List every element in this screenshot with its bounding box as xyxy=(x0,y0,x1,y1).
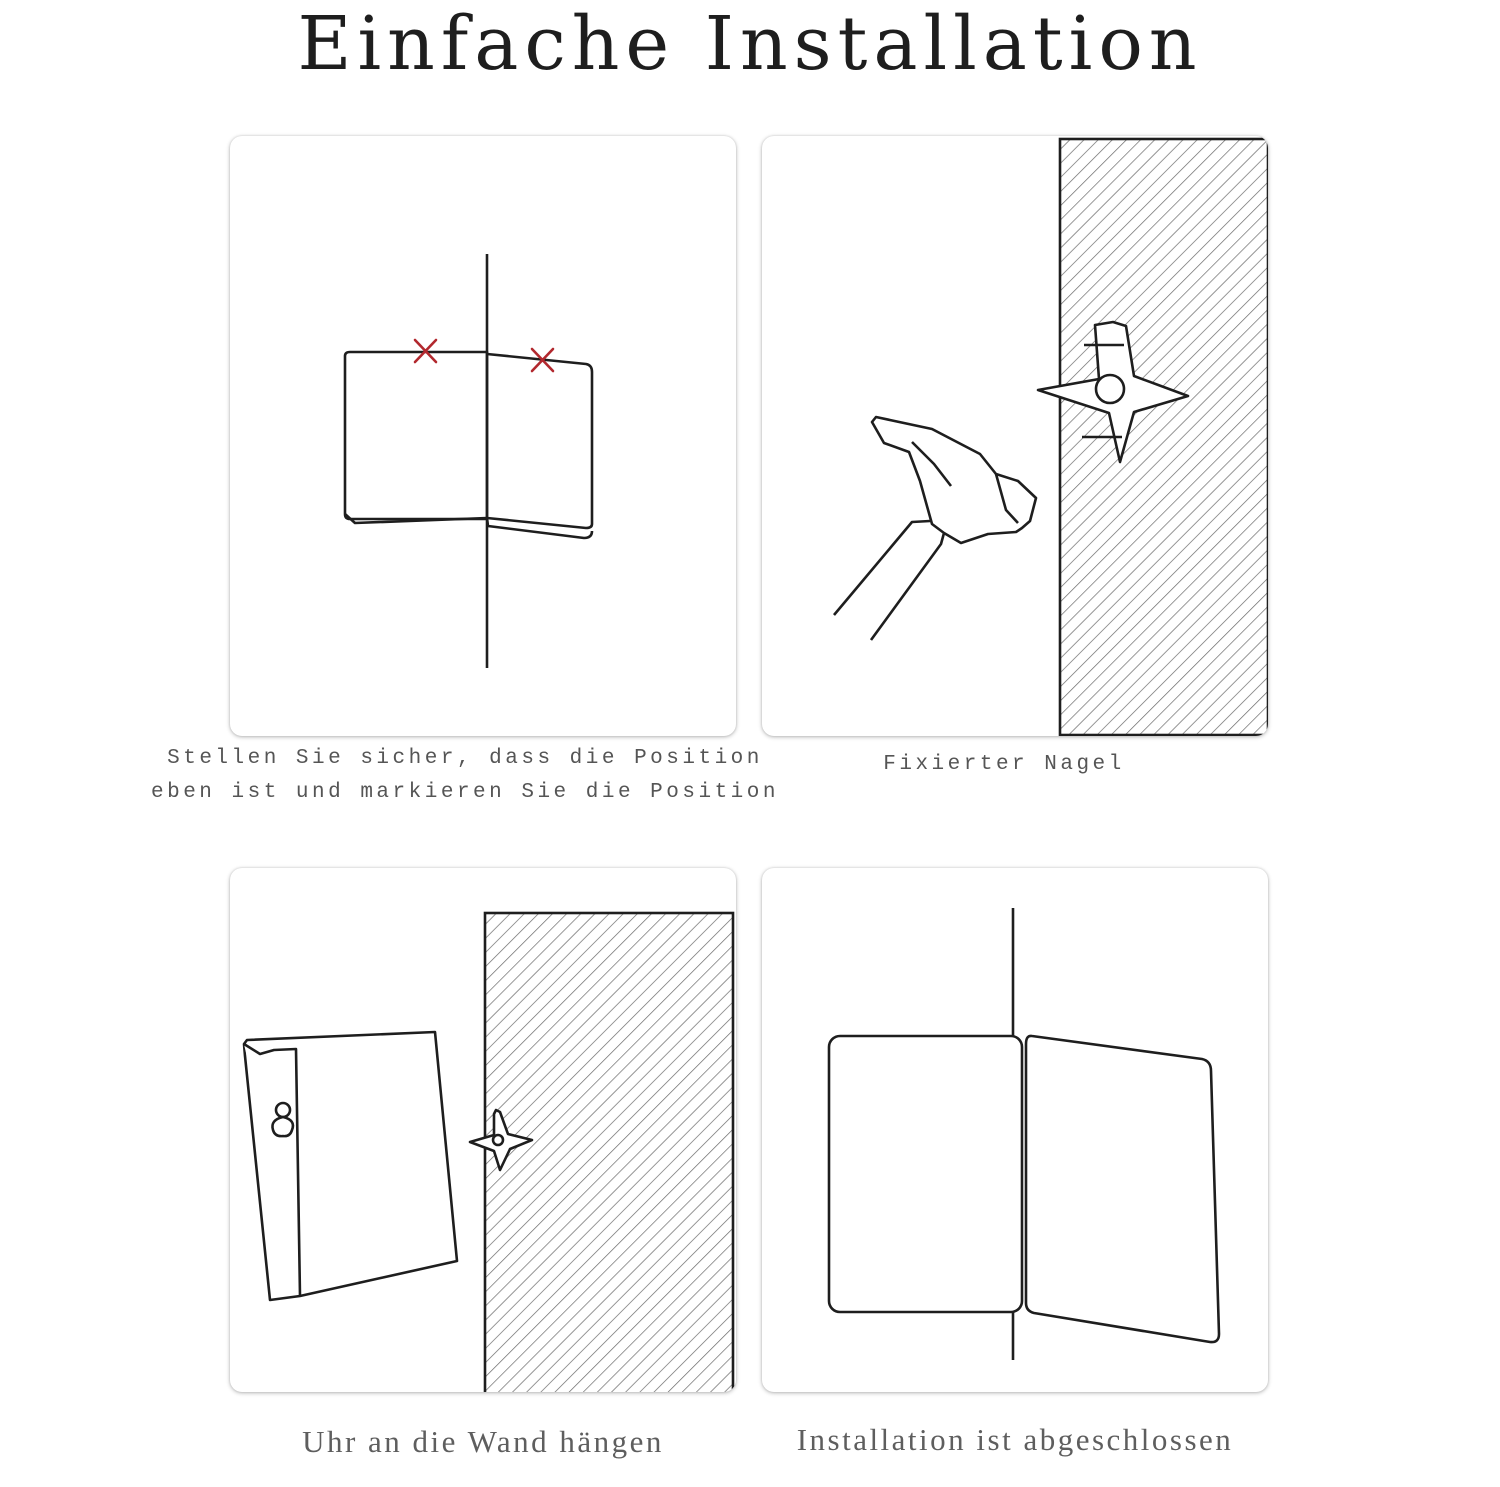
hammer-icon xyxy=(834,417,1036,640)
installed-frames-icon xyxy=(762,868,1268,1392)
wall-icon xyxy=(485,913,733,1392)
step-1-caption: Stellen Sie sicher, dass die Position eben ist und markieren Sie die Position xyxy=(151,747,779,804)
hang-clock-icon xyxy=(230,868,736,1392)
step-3-panel xyxy=(230,868,736,1392)
hammer-nail-icon xyxy=(762,136,1268,736)
step-4-panel xyxy=(762,868,1268,1392)
page-title: Einfache Installation xyxy=(297,1,1203,87)
level-mark-icon xyxy=(230,136,736,736)
step-4-caption: Installation ist abgeschlossen xyxy=(796,1422,1234,1457)
step-3-caption: Uhr an die Wand hängen xyxy=(302,1424,664,1459)
step-2-caption: Fixierter Nagel xyxy=(883,753,1125,776)
step-1-panel xyxy=(230,136,736,736)
clock-frame-icon xyxy=(244,1032,457,1300)
step-2-panel xyxy=(762,136,1268,736)
